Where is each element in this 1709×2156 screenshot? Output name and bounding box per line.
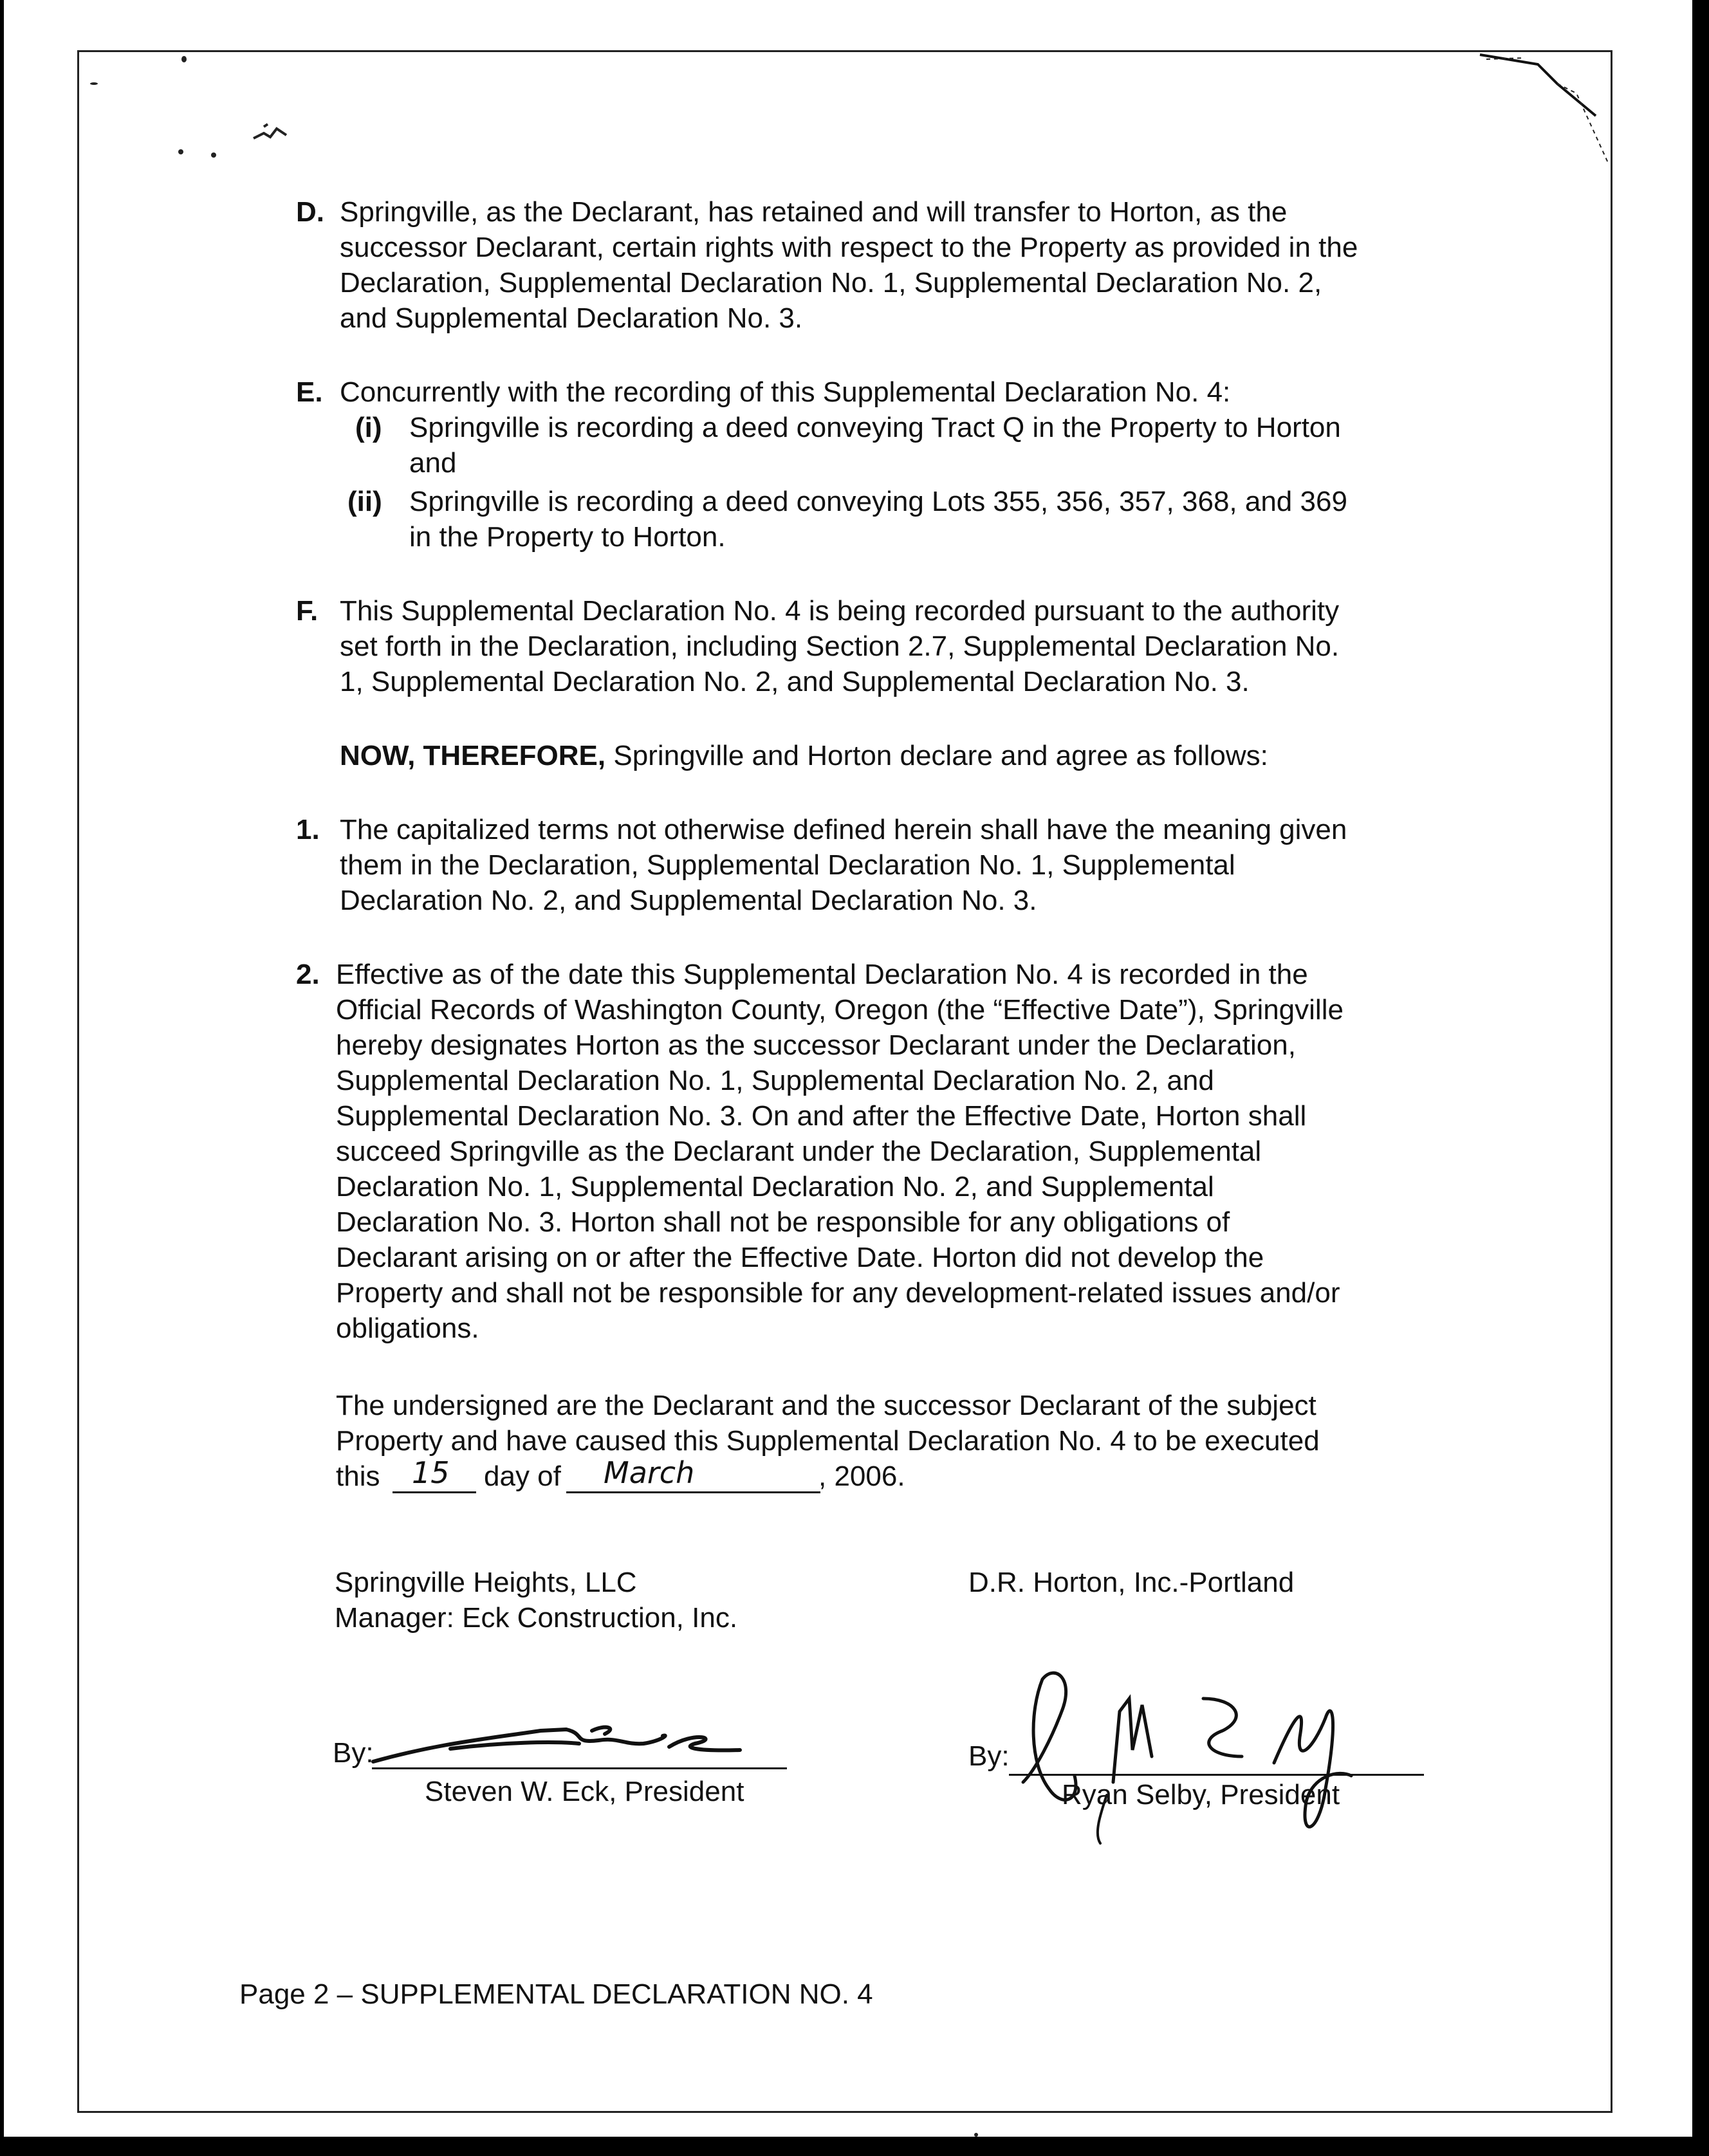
paragraph-e-item-ii-text: Springville is recording a deed conveying Lots 355, 356, 357, 368, and 369 in the Property to Horton. [409, 486, 1347, 553]
right-signer-name: Ryan Selby, President [1062, 1779, 1340, 1810]
now-therefore-rest: Springville and Horton declare and agree as follows: [605, 740, 1268, 771]
right-company-name: D.R. Horton, Inc.-Portland [968, 1567, 1295, 1598]
left-signature [360, 1705, 772, 1776]
month-value: March [604, 1455, 695, 1490]
item-2-text: Effective as of the date this Supplemental Declaration No. 4 is recorded in the Official Records of Washington County, Oregon (the “Effective Date”), Springville hereby designates Horton as the successor Declarant under the Declaration, Supplemental Declaration No. 1, Supplemental Declaration No. 2, and Supplemental Declaration No. 3. On and after the Effective Date, Horton shall succeed Springville as the Declarant under the Declaration, Supplemental Declaration No. 1, Supplemental Declaration No. 2, and Supplemental Declaration No. 3. Horton shall not be responsible for any obligations of Declarant arising on or after the Effective Date. Horton did not develop the Property and shall not be responsible for any development-related issues and/or obligations. [336, 959, 1344, 1344]
month-blank-line [566, 1491, 820, 1493]
execution-year-label: , 2006. [818, 1460, 905, 1492]
now-therefore-bold: NOW, THEREFORE, [340, 740, 606, 771]
left-signer-name: Steven W. Eck, President [425, 1776, 744, 1807]
paragraph-e-item-i-text: Springville is recording a deed conveying Tract Q in the Property to Horton and [409, 412, 1341, 479]
paragraph-e-item-i-marker: (i) [355, 412, 382, 443]
scan-speck [90, 82, 98, 85]
item-1-marker: 1. [296, 814, 320, 845]
page-footer: Page 2 – SUPPLEMENTAL DECLARATION NO. 4 [239, 1978, 873, 2010]
scan-edge-bottom [0, 2137, 1709, 2156]
left-manager-line: Manager: Eck Construction, Inc. [335, 1602, 738, 1634]
right-signature [1004, 1660, 1403, 1853]
paragraph-d-text: Springville, as the Declarant, has retained and will transfer to Horton, as the successor Declarant, certain rights with respect to the Property as provided in the Declaration, Supplemental Declaration No. 1, Supplemental Declaration No. 2, and Supplemental Declaration No. 3. [340, 196, 1358, 334]
corner-fold-mark [1461, 45, 1615, 174]
now-therefore-clause [340, 738, 1268, 773]
left-by-label: By: [333, 1737, 374, 1769]
scan-mark [251, 119, 296, 145]
paragraph-d-marker: D. [296, 196, 324, 228]
day-blank-line [393, 1491, 476, 1493]
paragraph-f-text: This Supplemental Declaration No. 4 is being recorded pursuant to the authority set forth in the Declaration, including Section 2.7, Supplemental Declaration No. 1, Supplemental Declaration No. 2, and Supplemental Declaration No. 3. [340, 595, 1340, 697]
scan-speck [181, 56, 187, 62]
execution-day-of-label: day of [484, 1460, 561, 1492]
paragraph-e-text: Concurrently with the recording of this Supplemental Declaration No. 4: [340, 376, 1231, 408]
scan-margin-top [0, 0, 1709, 6]
scan-speck [178, 149, 183, 154]
right-by-label: By: [968, 1740, 1010, 1772]
paragraph-f-marker: F. [296, 595, 319, 627]
paragraph-e-item-ii-marker: (ii) [347, 486, 382, 517]
day-value: 15 [412, 1455, 450, 1490]
scan-speck [974, 2133, 978, 2137]
item-1-text: The capitalized terms not otherwise defined herein shall have the meaning given them in the Declaration, Supplemental Declaration No. 1, Supplemental Declaration No. 2, and Supplemental Declaration No. 3. [340, 814, 1347, 916]
execution-this-label: this [336, 1460, 380, 1492]
scan-edge-left [0, 0, 4, 2156]
item-2-marker: 2. [296, 959, 320, 990]
execution-text: The undersigned are the Declarant and the successor Declarant of the subject Property and have caused this Supplemental Declaration No. 4 to be executed [336, 1390, 1320, 1457]
scan-speck [211, 152, 216, 158]
paragraph-e-marker: E. [296, 376, 323, 408]
left-company-name: Springville Heights, LLC [335, 1567, 637, 1598]
scan-edge-right [1692, 0, 1709, 2156]
